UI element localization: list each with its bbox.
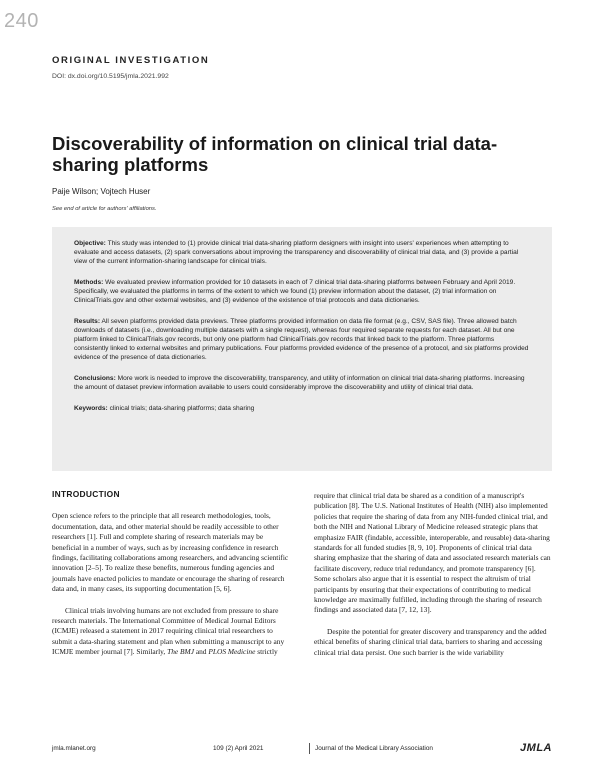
abstract-results <box>74 317 530 362</box>
conclusions-text: More work is needed to improve the discoverability, transparency, and utility of information on clinical trial data-sharing platforms. Increasing the amount of dataset preview information available to users could considerably improve the discoverability and utility of clinical trial data. <box>74 375 525 391</box>
jmla-logo: JMLA <box>520 742 552 754</box>
body-paragraph: Open science refers to the principle that all research methodologies, tools, documentation, data, and other material should be readily accessible to other researchers [1]. Full and complete sharing of research materials may be beneficial in a number of ways, such as by increasing confidence in research findings, facilitating collaborations among researchers, and advancing scientific innovation [2–5]. To realize these benefits, numerous funding agencies and journals have enacted policies to mandate or encourage the sharing of research data and, in many cases, its supporting documentation [5, 6]. <box>52 511 289 594</box>
objective-label: Objective: <box>74 240 106 247</box>
doi-link[interactable]: DOI: dx.doi.org/10.5195/jmla.2021.992 <box>52 73 169 80</box>
journal-name-plos: PLOS Medicine <box>208 647 256 657</box>
paragraph-text: Clinical trials involving humans are not excluded from pressure to share research materials. The International Committee of Medical Journal Editors (ICMJE) released a statement in 2017 requiring clinical trial researchers to submit a data-sharing statement and plan when submitting a manuscript to any ICMJE member journal [7]. Similarly, <box>52 605 285 657</box>
page-number: 240 <box>4 10 39 32</box>
abstract-box <box>52 227 552 471</box>
body-column-left <box>52 489 292 658</box>
article-title: Discoverability of information on clinical trial data-sharing platforms <box>52 133 498 175</box>
keywords-text: clinical trials; data-sharing platforms; data sharing <box>109 405 255 412</box>
abstract-keywords <box>74 404 530 413</box>
footer-divider <box>309 743 310 754</box>
objective-text: This study was intended to (1) provide clinical trial data-sharing platform designers with insight into users' experiences when attempting to evaluate and access datasets, (2) spark conversations about improving the transparency and discoverability of clinical trial data, and (3) provide a partial view of the current information-sharing landscape for clinical trials. <box>74 240 519 265</box>
section-label: ORIGINAL INVESTIGATION <box>52 55 210 66</box>
paragraph-text: and <box>193 647 209 657</box>
abstract-objective <box>74 239 530 266</box>
volume-issue: 109 (2) April 2021 <box>213 745 264 752</box>
page-footer <box>52 743 552 757</box>
paragraph-text: strictly <box>255 647 278 657</box>
journal-name-bmj: The BMJ <box>167 647 194 657</box>
keywords-label: Keywords: <box>74 405 108 412</box>
journal-name: Journal of the Medical Library Association <box>315 745 433 752</box>
affiliation-note: See end of article for authors' affiliations. <box>52 206 157 212</box>
body-paragraph: Despite the potential for greater discovery and transparency and the added ethical benefits of sharing clinical trial data, barriers to sharing and accessing clinical trial data persist. One such barrier is the wide variability <box>314 626 547 657</box>
body-paragraph <box>52 606 292 658</box>
body-column-right <box>314 491 554 658</box>
intro-heading: INTRODUCTION <box>52 489 120 499</box>
journal-url-link[interactable]: jmla.mlanet.org <box>52 745 96 752</box>
results-label: Results: <box>74 318 101 325</box>
body-paragraph: require that clinical trial data be shared as a condition of a manuscript's publication [8]. The U.S. National Institutes of Health (NIH) also implemented policies that require the sharing of data from any NIH-funded clinical trial, and both the NIH and National Library of Medicine released strategic plans that emphasize FAIR (findable, accessible, interoperable, and reusable) data-sharing standards for all funded studies [8, 9, 10]. Proponents of clinical trial data sharing emphasize that the sharing of data and associated research materials can facilitate discovery, reduce trial redundancy, and promote transparency [6]. Some scholars also argue that it is essential to respect the altruism of trial participants by ensuring that their expectations of contributing to medical knowledge are maximally fulfilled, including through the sharing of research findings and associated data [7, 12, 13]. <box>314 491 551 615</box>
methods-label: Methods: <box>74 279 104 286</box>
author-list: Paije Wilson; Vojtech Huser <box>52 187 151 196</box>
results-text: All seven platforms provided data previews. Three platforms provided information on data file format (e.g., CSV, SAS file). Three allowed batch downloads of datasets (i.e., downloading multiple datasets with a single request), whereas four required separate requests for each dataset. All but one platform linked to ClinicalTrials.gov records, but only one platform had ClinicalTrials.gov records that linked back to the platform. Three platforms consistently linked to external websites and primary publications. Four platforms provided evidence of the presence of a protocol, and six platforms provided evidence of the presence of data dictionaries. <box>74 318 529 361</box>
abstract-conclusions <box>74 374 530 392</box>
methods-text: We evaluated preview information provided for 10 datasets in each of 7 clinical trial data-sharing platforms between February and April 2019. Specifically, we evaluated the platforms in terms of the extent to which we found (1) preview information about the dataset, (2) trial information on ClinicalTrials.gov and other external websites, and (3) evidence of the existence of trial protocols and data dictionaries. <box>74 279 516 304</box>
abstract-methods <box>74 278 530 305</box>
conclusions-label: Conclusions: <box>74 375 116 382</box>
